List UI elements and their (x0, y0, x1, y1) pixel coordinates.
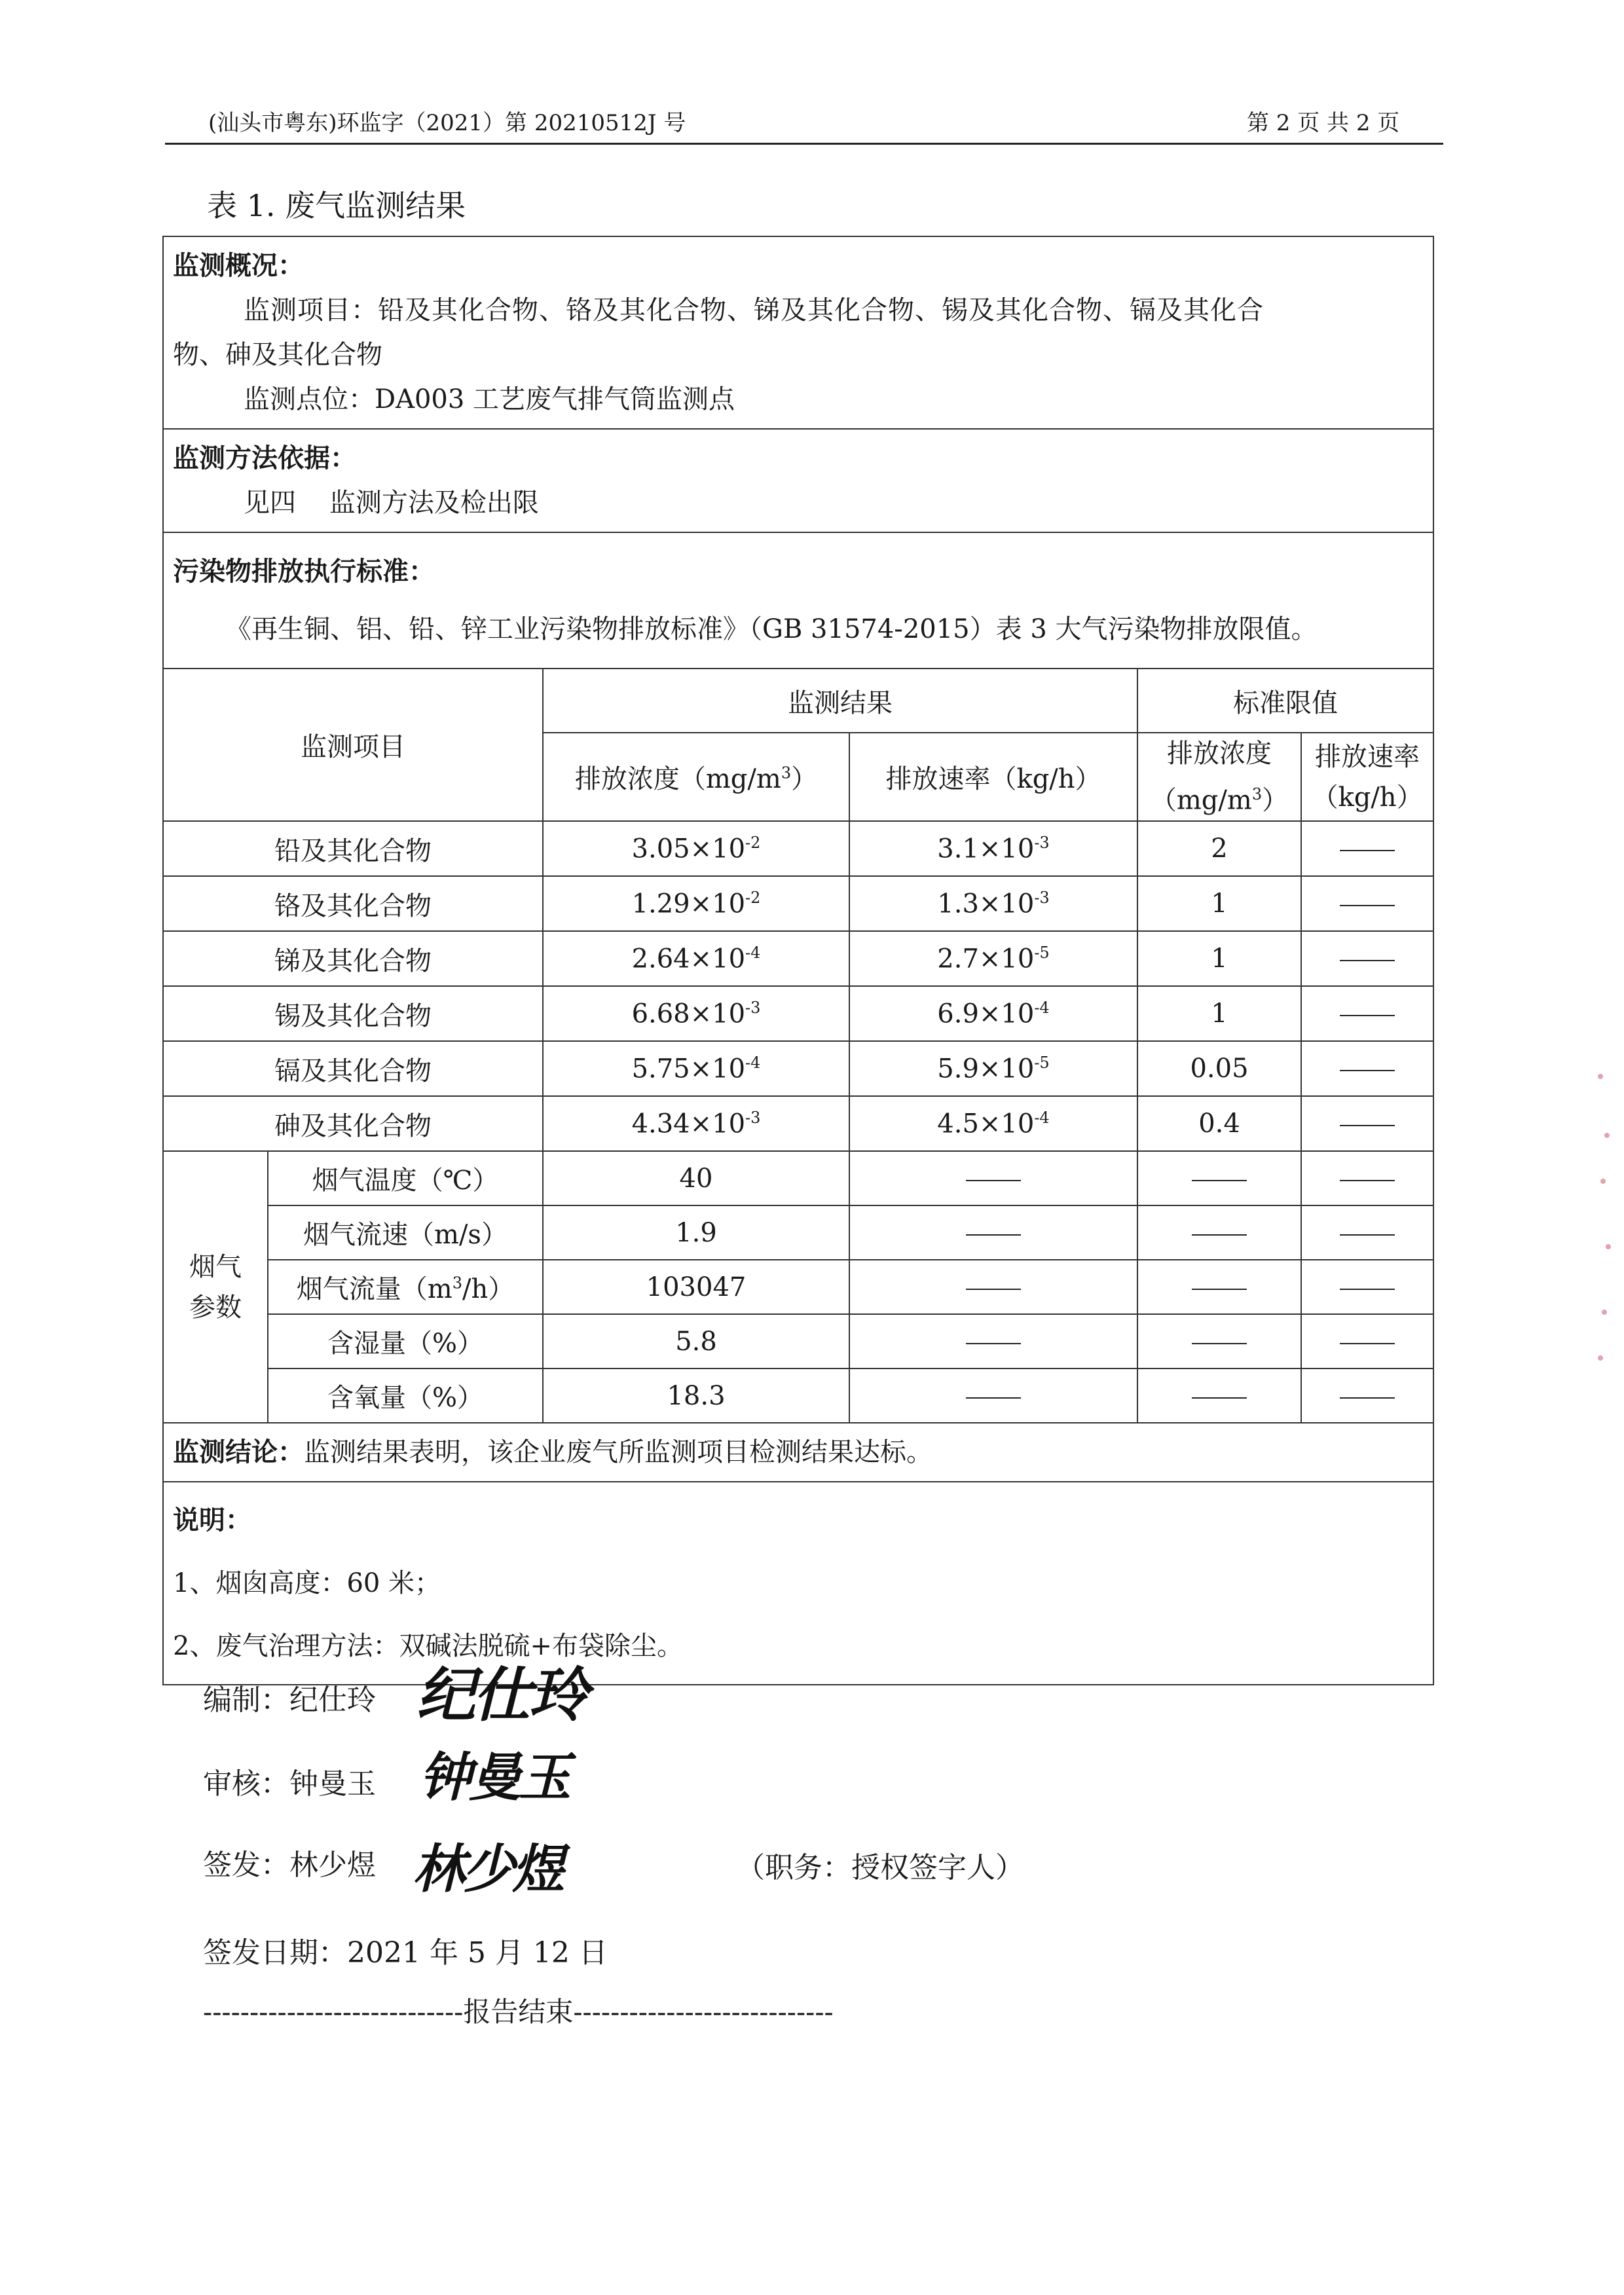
limit-concentration: 2 (1137, 821, 1301, 876)
empty-dash (849, 1314, 1137, 1368)
header-divider (165, 143, 1443, 145)
table-row (163, 1260, 1433, 1314)
seal-fragment (1606, 1244, 1611, 1249)
standard-section (163, 532, 1433, 669)
empty-dash (1301, 1260, 1433, 1314)
conclusion-section (163, 1423, 1433, 1482)
method-section (163, 429, 1433, 532)
compiler-label: 编制：纪仕玲 (203, 1683, 376, 1717)
table-row (163, 986, 1433, 1041)
limit-rate-dash (1301, 1041, 1433, 1096)
measured-concentration: $3.05\times 10^{-2}$ (543, 821, 849, 876)
limit-concentration: 1 (1137, 876, 1301, 931)
pollutant-name: 砷及其化合物 (163, 1096, 543, 1151)
limit-rate-dash (1301, 1096, 1433, 1151)
overview-items-line1: 监测项目：铅及其化合物、铬及其化合物、锑及其化合物、锡及其化合物、镉及其化合 (244, 295, 1264, 325)
seal-fragment (1604, 1133, 1610, 1138)
empty-dash (849, 1368, 1137, 1423)
limit-concentration: 1 (1137, 931, 1301, 986)
table-row (163, 1041, 1433, 1096)
empty-dash (1137, 1368, 1301, 1423)
header-limit: 标准限值 (1137, 669, 1433, 733)
monitoring-table (162, 236, 1434, 1685)
header-rate: 排放速率（kg/h） (849, 733, 1137, 821)
note-2: 2、废气治理方法：双碱法脱硫+布袋除尘。 (173, 1631, 683, 1662)
measured-concentration: $4.34\times 10^{-3}$ (543, 1096, 849, 1151)
flue-param-value: 5.8 (543, 1314, 849, 1368)
empty-dash (849, 1260, 1137, 1314)
flue-param-name: 含湿量（%） (268, 1314, 543, 1368)
notes-section (163, 1482, 1433, 1685)
flue-param-value: 18.3 (543, 1368, 849, 1423)
seal-fragment (1598, 1074, 1603, 1079)
empty-dash (849, 1205, 1137, 1260)
flue-param-value: 103047 (543, 1260, 849, 1314)
table-row (163, 1096, 1433, 1151)
table-row (163, 876, 1433, 931)
header-limit-concentration: 排放浓度 $(mg/m^3)$ (1137, 733, 1301, 821)
measured-concentration: $2.64\times 10^{-4}$ (543, 931, 849, 986)
header-item: 监测项目 (163, 669, 543, 821)
measured-rate: $6.9\times 10^{-4}$ (849, 986, 1137, 1041)
pollutant-name: 铬及其化合物 (163, 876, 543, 931)
limit-rate-dash (1301, 821, 1433, 876)
limit-concentration: 1 (1137, 986, 1301, 1041)
reviewer-signature: 钟曼玉 (419, 1746, 568, 1808)
issuer-label: 签发：林少煜 (203, 1848, 376, 1882)
limit-rate-dash (1301, 986, 1433, 1041)
table-caption: 表 1. 废气监测结果 (207, 188, 466, 223)
issuer-role: （职务：授权签字人） (736, 1851, 1024, 1884)
flue-param-name: 含氧量（%） (268, 1368, 543, 1423)
table-row (163, 1368, 1433, 1423)
overview-location: 监测点位：DA003 工艺废气排气筒监测点 (244, 384, 735, 414)
compiler-signature: 纪仕玲 (416, 1661, 585, 1730)
standard-text: 《再生铜、铝、铅、锌工业污染物排放标准》（GB 31574-2015）表 3 大气污染物排放限值。 (225, 614, 1318, 644)
empty-dash (849, 1151, 1137, 1205)
table-row (163, 1314, 1433, 1368)
empty-dash (1301, 1368, 1433, 1423)
flue-param-value: 1.9 (543, 1205, 849, 1260)
empty-dash (1137, 1260, 1301, 1314)
pollutant-name: 锡及其化合物 (163, 986, 543, 1041)
table-row (163, 1205, 1433, 1260)
table-row (163, 821, 1433, 876)
document-number: (汕头市粤东)环监字（2021）第 20210512J 号 (208, 110, 686, 136)
table-row (163, 931, 1433, 986)
empty-dash (1137, 1151, 1301, 1205)
note-1: 1、烟囱高度：60 米； (173, 1568, 441, 1599)
method-title: 监测方法依据： (173, 443, 356, 473)
measured-rate: $3.1\times 10^{-3}$ (849, 821, 1137, 876)
empty-dash (1137, 1205, 1301, 1260)
conclusion-title: 监测结论： (173, 1437, 304, 1468)
limit-concentration: 0.4 (1137, 1096, 1301, 1151)
flue-params-group: 烟气 参数 (163, 1151, 268, 1423)
header-result: 监测结果 (543, 669, 1137, 733)
conclusion-text: 监测结果表明，该企业废气所监测项目检测结果达标。 (304, 1437, 932, 1468)
issue-date: 签发日期：2021 年 5 月 12 日 (203, 1936, 608, 1970)
pollutant-name: 锑及其化合物 (163, 931, 543, 986)
measured-concentration: $1.29\times 10^{-2}$ (543, 876, 849, 931)
overview-items-line2: 物、砷及其化合物 (173, 340, 382, 370)
measured-concentration: $5.75\times 10^{-4}$ (543, 1041, 849, 1096)
report-end-marker: ----------------------------报告结束---------------------------- (203, 1996, 834, 2028)
table-row (163, 1151, 1433, 1205)
empty-dash (1301, 1151, 1433, 1205)
standard-title: 污染物排放执行标准： (173, 556, 435, 587)
limit-rate-dash (1301, 876, 1433, 931)
pollutant-name: 铅及其化合物 (163, 821, 543, 876)
flue-param-value: 40 (543, 1151, 849, 1205)
header-concentration: 排放浓度$(mg/m^3)$ (543, 733, 849, 821)
overview-title: 监测概况： (173, 250, 304, 281)
method-text: 见四 监测方法及检出限 (244, 488, 539, 518)
notes-title: 说明： (173, 1505, 251, 1536)
overview-section (163, 236, 1433, 429)
seal-fragment (1600, 1179, 1606, 1184)
empty-dash (1301, 1314, 1433, 1368)
seal-fragment (1598, 1355, 1603, 1361)
issuer-signature: 林少煜 (413, 1838, 562, 1900)
measured-rate: $2.7\times 10^{-5}$ (849, 931, 1137, 986)
flue-param-name: 烟气流量$(m^3/h)$ (268, 1260, 543, 1314)
limit-rate-dash (1301, 931, 1433, 986)
measured-rate: $1.3\times 10^{-3}$ (849, 876, 1137, 931)
header-limit-rate: 排放速率 （kg/h） (1301, 733, 1433, 821)
pollutant-name: 镉及其化合物 (163, 1041, 543, 1096)
empty-dash (1301, 1205, 1433, 1260)
measured-rate: $4.5\times 10^{-4}$ (849, 1096, 1137, 1151)
seal-fragment (1602, 1310, 1607, 1315)
reviewer-label: 审核：钟曼玉 (203, 1767, 376, 1801)
measured-rate: $5.9\times 10^{-5}$ (849, 1041, 1137, 1096)
measured-concentration: $6.68\times 10^{-3}$ (543, 986, 849, 1041)
flue-param-name: 烟气流速（m/s） (268, 1205, 543, 1260)
page-info: 第 2 页 共 2 页 (1247, 110, 1400, 136)
flue-param-name: 烟气温度（℃） (268, 1151, 543, 1205)
limit-concentration: 0.05 (1137, 1041, 1301, 1096)
empty-dash (1137, 1314, 1301, 1368)
